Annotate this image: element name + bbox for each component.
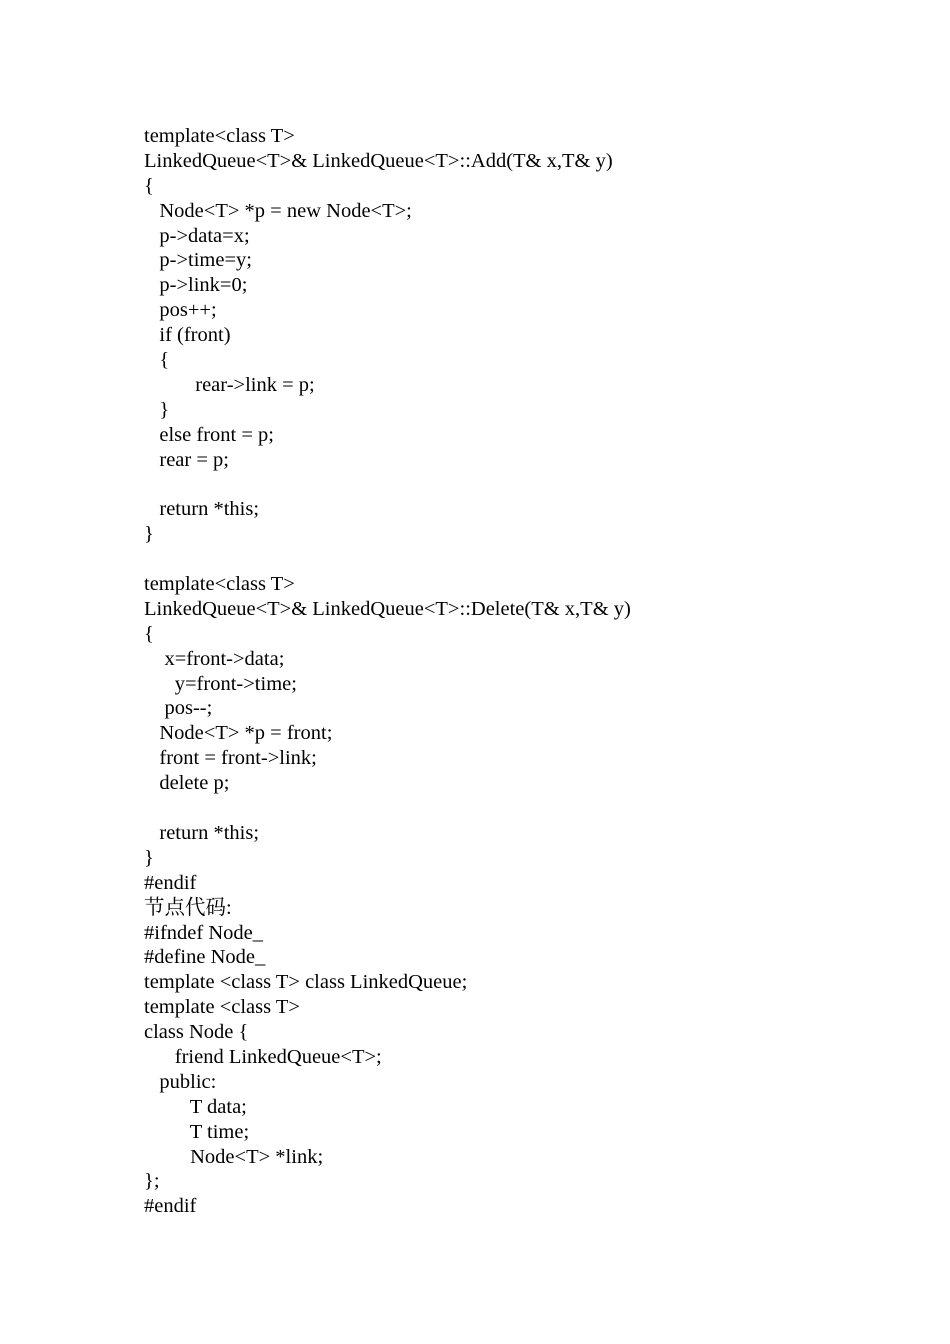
code-line: LinkedQueue<T>& LinkedQueue<T>::Add(T& x,T& y): [144, 149, 613, 172]
code-line: Node<T> *p = front;: [144, 722, 333, 745]
code-line: x=front->data;: [144, 647, 285, 670]
code-line: {: [144, 622, 154, 645]
code-line: [144, 796, 631, 821]
code-line: pos++;: [144, 299, 217, 322]
code-line: #define Node_: [144, 946, 266, 969]
code-line: [144, 472, 631, 497]
code-line: return *this;: [144, 498, 260, 521]
code-line: if (front): [144, 324, 231, 347]
code-line: #ifndef Node_: [144, 921, 263, 944]
code-line: rear = p;: [144, 448, 229, 471]
code-line: };: [144, 1170, 160, 1193]
code-line: template <class T> class LinkedQueue;: [144, 971, 468, 994]
code-line: pos--;: [144, 697, 213, 720]
code-line: template<class T>: [144, 125, 295, 147]
code-line: {: [144, 349, 170, 372]
code-line: front = front->link;: [144, 747, 317, 770]
code-line: }: [144, 846, 154, 869]
code-line: T data;: [144, 1095, 247, 1118]
code-line: y=front->time;: [144, 672, 297, 695]
code-line: }: [144, 398, 170, 421]
code-line: T time;: [144, 1120, 250, 1143]
code-line: 节点代码:: [144, 896, 232, 919]
code-line: public:: [144, 1070, 217, 1093]
code-line: else front = p;: [144, 423, 274, 446]
code-line: return *this;: [144, 821, 260, 844]
code-line: p->time=y;: [144, 249, 252, 272]
code-line: {: [144, 174, 154, 197]
code-line: Node<T> *p = new Node<T>;: [144, 199, 412, 222]
code-line: }: [144, 523, 154, 546]
code-line: p->data=x;: [144, 224, 250, 247]
code-line: template <class T>: [144, 996, 300, 1019]
code-line: template<class T>: [144, 573, 295, 596]
code-line: friend LinkedQueue<T>;: [144, 1045, 382, 1068]
code-line: rear->link = p;: [144, 373, 315, 396]
code-line: LinkedQueue<T>& LinkedQueue<T>::Delete(T& x,T& y): [144, 597, 631, 620]
code-line: delete p;: [144, 772, 230, 795]
code-line: #endif: [144, 871, 197, 894]
code-line: p->link=0;: [144, 274, 248, 297]
code-line: class Node {: [144, 1021, 249, 1044]
code-listing: [144, 124, 631, 1219]
code-line: [144, 547, 631, 572]
code-line: Node<T> *link;: [144, 1145, 324, 1168]
code-line: #endif: [144, 1195, 197, 1218]
